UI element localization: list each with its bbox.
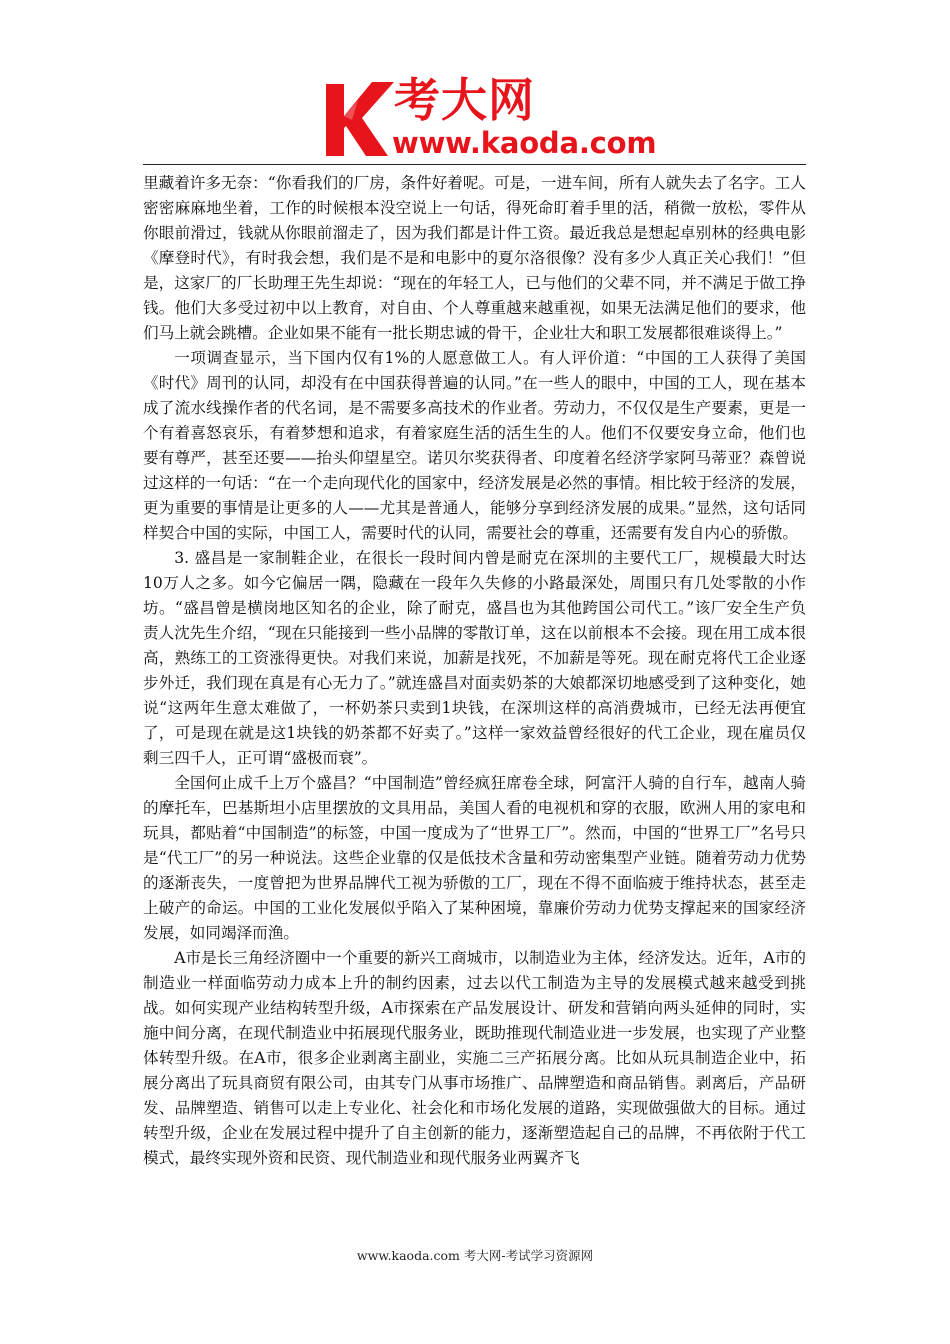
header-divider <box>143 164 806 165</box>
paragraph-4: 全国何止成千上万个盛昌？“中国制造”曾经疯狂席卷全球，阿富汗人骑的自行车，越南人骑的摩托车，巴基斯坦小店里摆放的文具用品，美国人看的电视机和穿的衣服，欧洲人用的家电和玩具，都贴着“中国制造”的标签，中国一度成为了“世界工厂”。然而，中国的“世界工厂”名号只是“代工厂”的另一种说法。这些企业靠的仅是低技术含量和劳动密集型产业链。随着劳动力优势的逐渐丧失，一度曾把为世界品牌代工视为骄傲的工厂，现在不得不面临疲于维持状态，甚至走上破产的命运。中国的工业化发展似乎陷入了某种困境，靠廉价劳动力优势支撑起来的国家经济发展，如同竭泽而渔。 <box>143 774 806 942</box>
document-body <box>143 171 806 1171</box>
k-logo-icon <box>322 78 400 160</box>
paragraph-3: 3. 盛昌是一家制鞋企业，在很长一段时间内曾是耐克在深圳的主要代工厂，规模最大时达10万人之多。如今它偏居一隅，隐藏在一段年久失修的小路最深处，周围只有几处零散的小作坊。“盛昌曾是横岗地区知名的企业，除了耐克，盛昌也为其他跨国公司代工。”该厂安全生产负责人沈先生介绍，“现在只能接到一些小品牌的零散订单，这在以前根本不会接。现在用工成本很高，熟练工的工资涨得更快。对我们来说，加薪是找死，不加薪是等死。现在耐克将代工企业逐步外迁，我们现在真是有心无力了。”就连盛昌对面卖奶茶的大娘都深切地感受到了这种变化，她说“这两年生意太难做了，一杯奶茶只卖到1块钱，在深圳这样的高消费城市，已经无法再便宜了，可是现在就是这1块钱的奶茶都不好卖了。”这样一家效益曾经很好的代工企业，现在雇员仅剩三四千人，正可谓“盛极而衰”。 <box>143 549 806 767</box>
kaoda-logo[interactable] <box>322 73 657 160</box>
paragraph-5: A市是长三角经济圈中一个重要的新兴工商城市，以制造业为主体，经济发达。近年，A市的制造业一样面临劳动力成本上升的制约因素，过去以代工制造为主导的发展模式越来越受到挑战。如何实现产业结构转型升级，A市探索在产品发展设计、研发和营销向两头延伸的同时，实施中间分离，在现代制造业中拓展现代服务业，既助推现代制造业进一步发展，也实现了产业整体转型升级。在A市，很多企业剥离主副业，实施二三产拓展分离。比如从玩具制造企业中，拓展分离出了玩具商贸有限公司，由其专门从事市场推广、品牌塑造和商品销售。剥离后，产品研发、品牌塑造、销售可以走上专业化、社会化和市场化发展的道路，实现做强做大的目标。通过转型升级，企业在发展过程中提升了自主创新的能力，逐渐塑造起自己的品牌，不再依附于代工模式，最终实现外资和民资、现代制造业和现代服务业两翼齐飞 <box>143 949 806 1167</box>
logo-title: 考大网 <box>394 73 535 127</box>
paragraph-1: 里藏着许多无奈：“你看我们的厂房，条件好着呢。可是，一进车间，所有人就失去了名字。工人密密麻麻地坐着，工作的时候根本没空说上一句话，得死命盯着手里的活，稍微一放松，零件从你眼前滑过，钱就从你眼前溜走了，因为我们都是计件工资。最近我总是想起卓别林的经典电影《摩登时代》，有时我会想，我们是不是和电影中的夏尔洛很像？没有多少人真正关心我们！”但是，这家厂的厂长助理王先生却说：“现在的年轻工人，已与他们的父辈不同，并不满足于做工挣钱。他们大多受过初中以上教育，对自由、个人尊重越来越重视，如果无法满足他们的要求，他们马上就会跳槽。企业如果不能有一批长期忠诚的骨干，企业壮大和职工发展都很难谈得上。” <box>143 174 806 342</box>
paragraph-2: 一项调查显示，当下国内仅有1%的人愿意做工人。有人评价道：“中国的工人获得了美国《时代》周刊的认同，却没有在中国获得普遍的认同。”在一些人的眼中，中国的工人，现在基本成了流水线操作者的代名词，是不需要多高技术的作业者。劳动力，不仅仅是生产要素，更是一个有着喜怒哀乐，有着梦想和追求，有着家庭生活的活生生的人。他们不仅要安身立命，他们也要有尊严，甚至还要——抬头仰望星空。诺贝尔奖获得者、印度着名经济学家阿马蒂亚？森曾说过这样的一句话：“在一个走向现代化的国家中，经济发展是必然的事情。相比较于经济的发展，更为重要的事情是让更多的人——尤其是普通人，能够分享到经济发展的成果。”显然，这句话同样契合中国的实际，中国工人，需要时代的认同，需要社会的尊重，还需要有发自内心的骄傲。 <box>143 349 806 542</box>
page-footer: www.kaoda.com 考大网-考试学习资源网 <box>356 1248 594 1263</box>
logo-url: www.kaoda.com <box>392 126 657 160</box>
page-header <box>0 0 950 165</box>
